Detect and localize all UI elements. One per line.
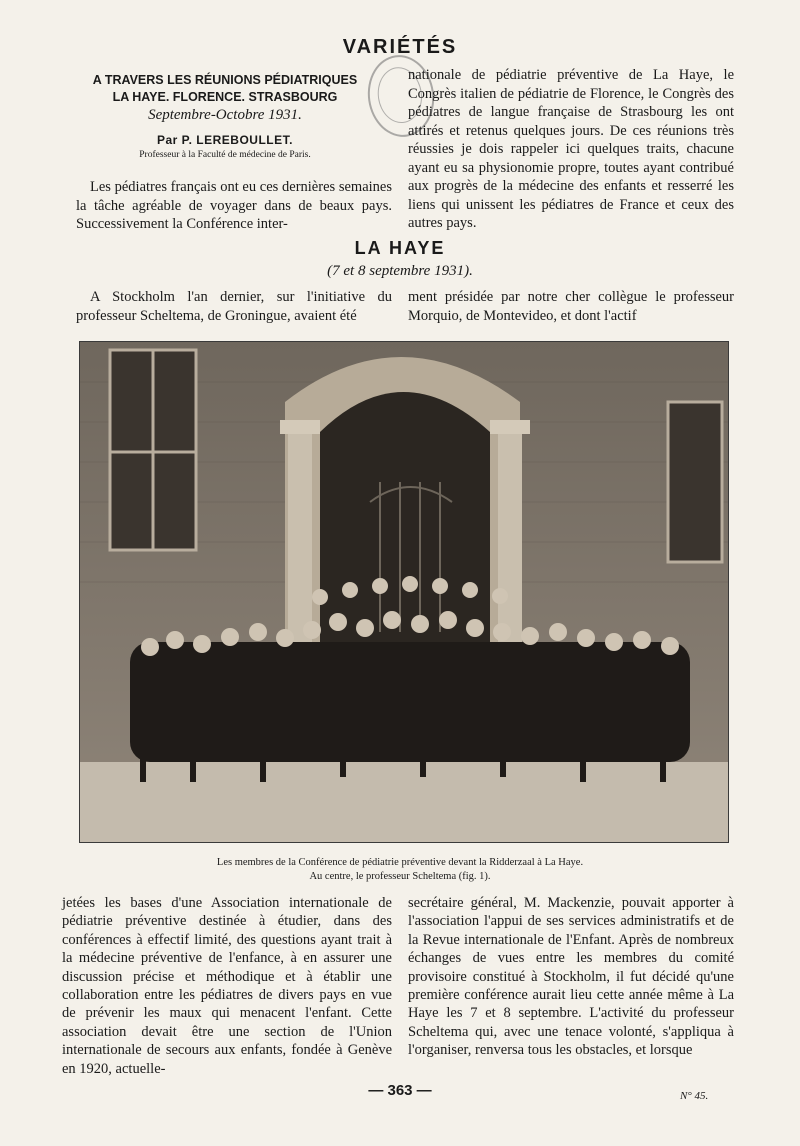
subsection-title: LA HAYE xyxy=(354,238,446,258)
caption-line2: Au centre, le professeur Scheltema (fig. 1). xyxy=(309,871,491,882)
group-photo xyxy=(79,341,729,843)
article-dates: Septembre-Octobre 1931. xyxy=(148,107,302,123)
section-title: VARIÉTÉS xyxy=(342,36,458,58)
article-kicker-line2: LA HAYE. FLORENCE. STRASBOURG xyxy=(112,90,338,104)
intro-paragraph-right: nationale de pédiatrie préventive de La Haye, le Congrès italien de pédiatrie de Florence, le Congrès des pédiatres de langue française de Strasbourg les ont attirés et retenus quelques jours. De ces réunions très réussies je dois rappeler ici quelques traits, chacune ayant eu sa physionomie propre, toutes ayant contribué aux progrès de la médecine des enfants et resserré les liens qui unissent les pédiatres de France et ceux des autres pays. xyxy=(408,67,734,231)
caption-line1: Les membres de la Conférence de pédiatrie préventive devant la Ridderzaal à La Haye. xyxy=(216,857,584,868)
intro-paragraph-left: Les pédiatres français ont eu ces dernières semaines la tâche agréable de voyager dans de beaux pays. Successivement la Conférence inter- xyxy=(76,179,392,232)
author-affiliation: Professeur à la Faculté de médecine de Paris. xyxy=(139,150,311,160)
body-paragraph-left-bottom: jetées les bases d'une Association internationale de pédiatrie préventive destinée à étudier, dans des conférences à effectif limité, des questions ayant trait à la médecine préventive de l'enfance, à en assurer une discussion précise et méthodique et à établir une collaboration entre les pédiatres de divers pays en vue de prévenir les maux qui menacent l'enfant. Cette association devait être une section de l'Union internationale de secours aux enfants, fondée à Genève en 1920, actuelle- xyxy=(62,895,392,1077)
right-window xyxy=(668,402,722,562)
left-column xyxy=(288,422,312,652)
body-paragraph-right-bottom: secrétaire général, M. Mackenzie, pouvait apporter à l'association l'appui de ses services administratifs et de la Revue internationale de l'Enfant. Après de nombreux échanges de vues entre les membres du comité provisoire constitué à Stockholm, il fut décidé qu'une première conférence aurait lieu cette année même à La Haye les 7 et 8 septembre. L'activité du professeur Scheltema qui, avec une tenace volonté, s'appliqua à l'organiser, renversa tous les obstacles, et lorsque xyxy=(408,895,734,1059)
body-paragraph-right-top: ment présidée par notre cher collègue le professeur Morquio, de Montevideo, et dont l'actif xyxy=(408,289,734,324)
body-paragraph-left-top: A Stockholm l'an dernier, sur l'initiative du professeur Scheltema, de Groningue, avaient été xyxy=(76,289,392,324)
subsection-dates: (7 et 8 septembre 1931). xyxy=(327,263,473,279)
page-number: — 363 — xyxy=(368,1082,432,1099)
byline: Par P. LEREBOULLET. xyxy=(157,133,293,147)
article-kicker-line1: A TRAVERS LES RÉUNIONS PÉDIATRIQUES xyxy=(92,73,358,87)
article-header xyxy=(60,72,390,160)
right-column xyxy=(498,422,522,652)
issue-number: N° 45. xyxy=(680,1090,709,1102)
photo-caption xyxy=(60,856,740,884)
